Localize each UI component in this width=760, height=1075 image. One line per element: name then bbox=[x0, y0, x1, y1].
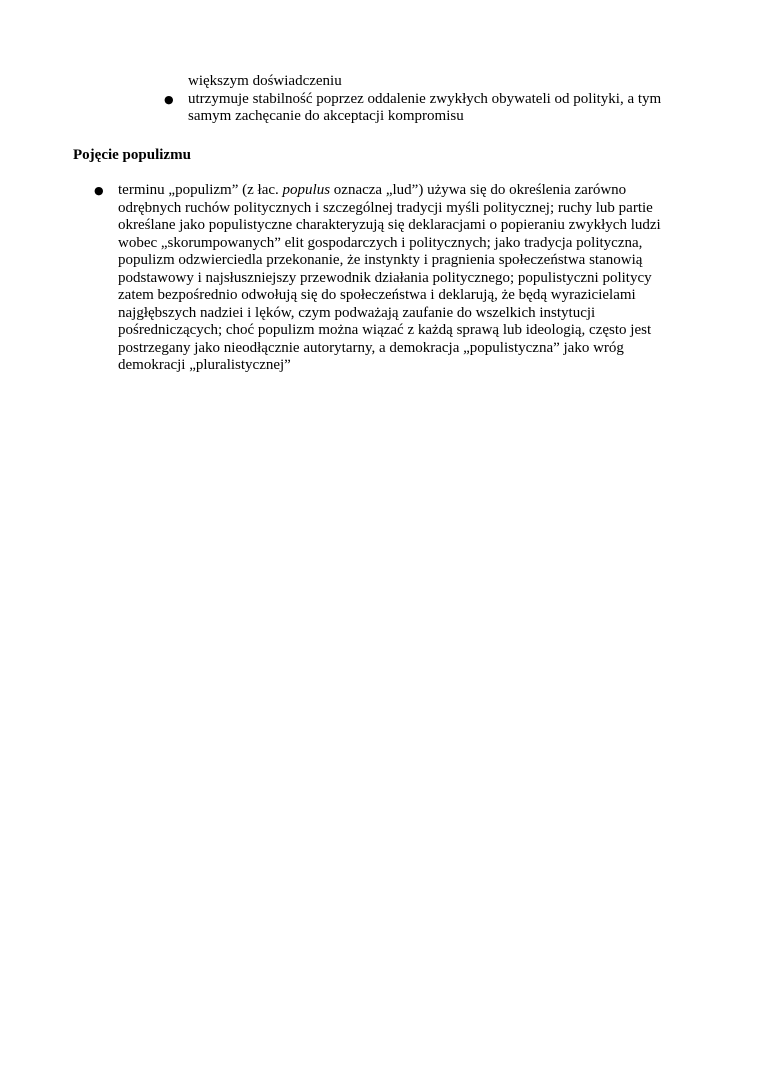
list-item-text: utrzymuje stabilność poprzez oddalenie zwykłych obywateli od polityki, a tym samym zachęcanie do akceptacji kompromisu bbox=[188, 90, 662, 124]
top-bullet-list bbox=[164, 73, 708, 126]
list-item-text-rest: oznacza „lud”) używa się do określenia zarówno odrębnych ruchów politycznych i szczególnej tradycji myśli politycznej; ruchy lub partie określane jako populistyczne charakteryzują się deklaracjami o popieraniu zwykłych ludzi wobec „skorumpowanych” elit gospodarczych i politycznych; jako tradycja polityczna, populizm odzwierciedla przekonanie, że instynkty i pragnienia społeczeństwa stanowią podstawowy i najsłuszniejszy przewodnik działania politycznego; populistyczni politycy zatem bezpośrednio odwołują się do społeczeństwa i deklarują, że będą wyrazicielami najgłębszych nadziei i lęków, czym podważają zaufanie do wszelkich instytucji pośredniczących; choć populizm można wiązać z każdą sprawą lub ideologią, często jest postrzegany jako nieodłącznie autorytarny, a demokracja „populistyczna” jako wróg demokracji „pluralistycznej” bbox=[118, 182, 661, 373]
bullet-icon: ● bbox=[164, 92, 174, 106]
section-heading: Pojęcie populizmu bbox=[73, 147, 191, 163]
continued-text: większym doświadczeniu bbox=[188, 73, 342, 89]
list-item bbox=[164, 90, 708, 126]
list-item-continuation bbox=[188, 73, 708, 91]
latin-term: populus bbox=[282, 182, 331, 198]
section-bullet-list bbox=[94, 182, 678, 375]
bullet-icon: ● bbox=[94, 184, 104, 197]
list-item bbox=[94, 182, 678, 375]
list-item-text-start: terminu „populizm” (z łac. bbox=[118, 182, 283, 198]
